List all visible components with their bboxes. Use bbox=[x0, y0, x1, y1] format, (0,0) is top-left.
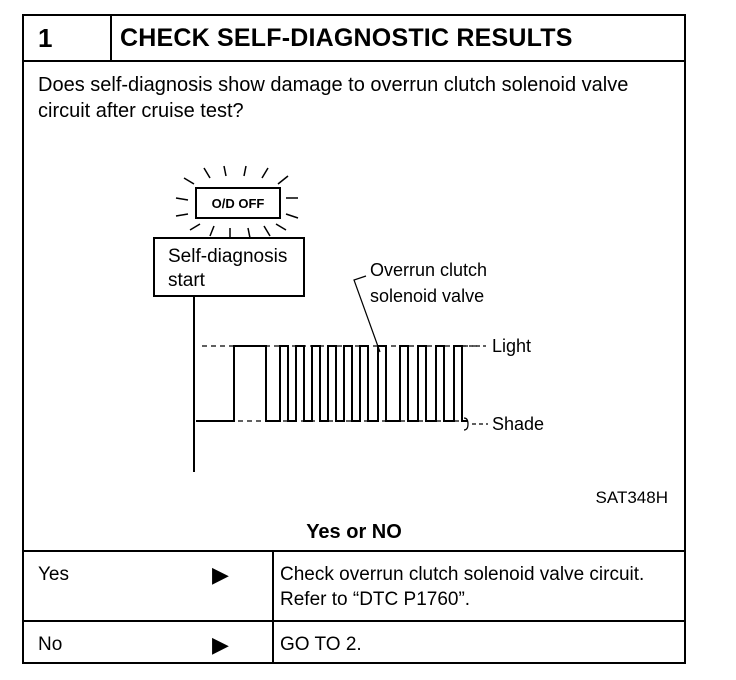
diagnostic-step-table bbox=[22, 14, 686, 664]
answer-prompt: Yes or NO bbox=[306, 521, 402, 543]
self-diagnosis-start-label: Self-diagnosis bbox=[168, 246, 288, 267]
callout-label: Overrun clutch bbox=[370, 260, 488, 280]
answer-row-no bbox=[24, 620, 684, 664]
light-level-label: Light bbox=[492, 336, 532, 356]
action-text: Check overrun clutch solenoid valve circuit. Refer to “DTC P1760”. bbox=[280, 564, 645, 610]
self-diagnosis-start-label-2: start bbox=[168, 270, 205, 291]
od-off-lamp-label: O/D OFF bbox=[211, 196, 265, 211]
callout-label-2: solenoid valve bbox=[370, 286, 485, 306]
solenoid-pulse-waveform bbox=[196, 346, 468, 421]
arrow-right-icon: ▶ bbox=[212, 632, 229, 657]
column-divider bbox=[272, 622, 274, 664]
step-header bbox=[24, 16, 684, 62]
shade-bracket bbox=[464, 418, 468, 430]
diagnostic-question: Does self-diagnosis show damage to overrun clutch solenoid valve circuit after cruise test? bbox=[38, 74, 629, 122]
self-diagnosis-waveform-diagram bbox=[24, 146, 684, 486]
shade-level-label: Shade bbox=[492, 414, 545, 434]
step-title: CHECK SELF-DIAGNOSTIC RESULTS bbox=[120, 24, 573, 52]
figure-reference: SAT348H bbox=[595, 488, 668, 507]
answer-row-yes bbox=[24, 550, 684, 622]
answer-label: Yes bbox=[38, 564, 69, 585]
step-number: 1 bbox=[24, 16, 112, 60]
action-text: GO TO 2. bbox=[280, 634, 362, 655]
arrow-right-icon: ▶ bbox=[212, 562, 229, 587]
column-divider bbox=[272, 552, 274, 622]
answer-label: No bbox=[38, 634, 63, 655]
